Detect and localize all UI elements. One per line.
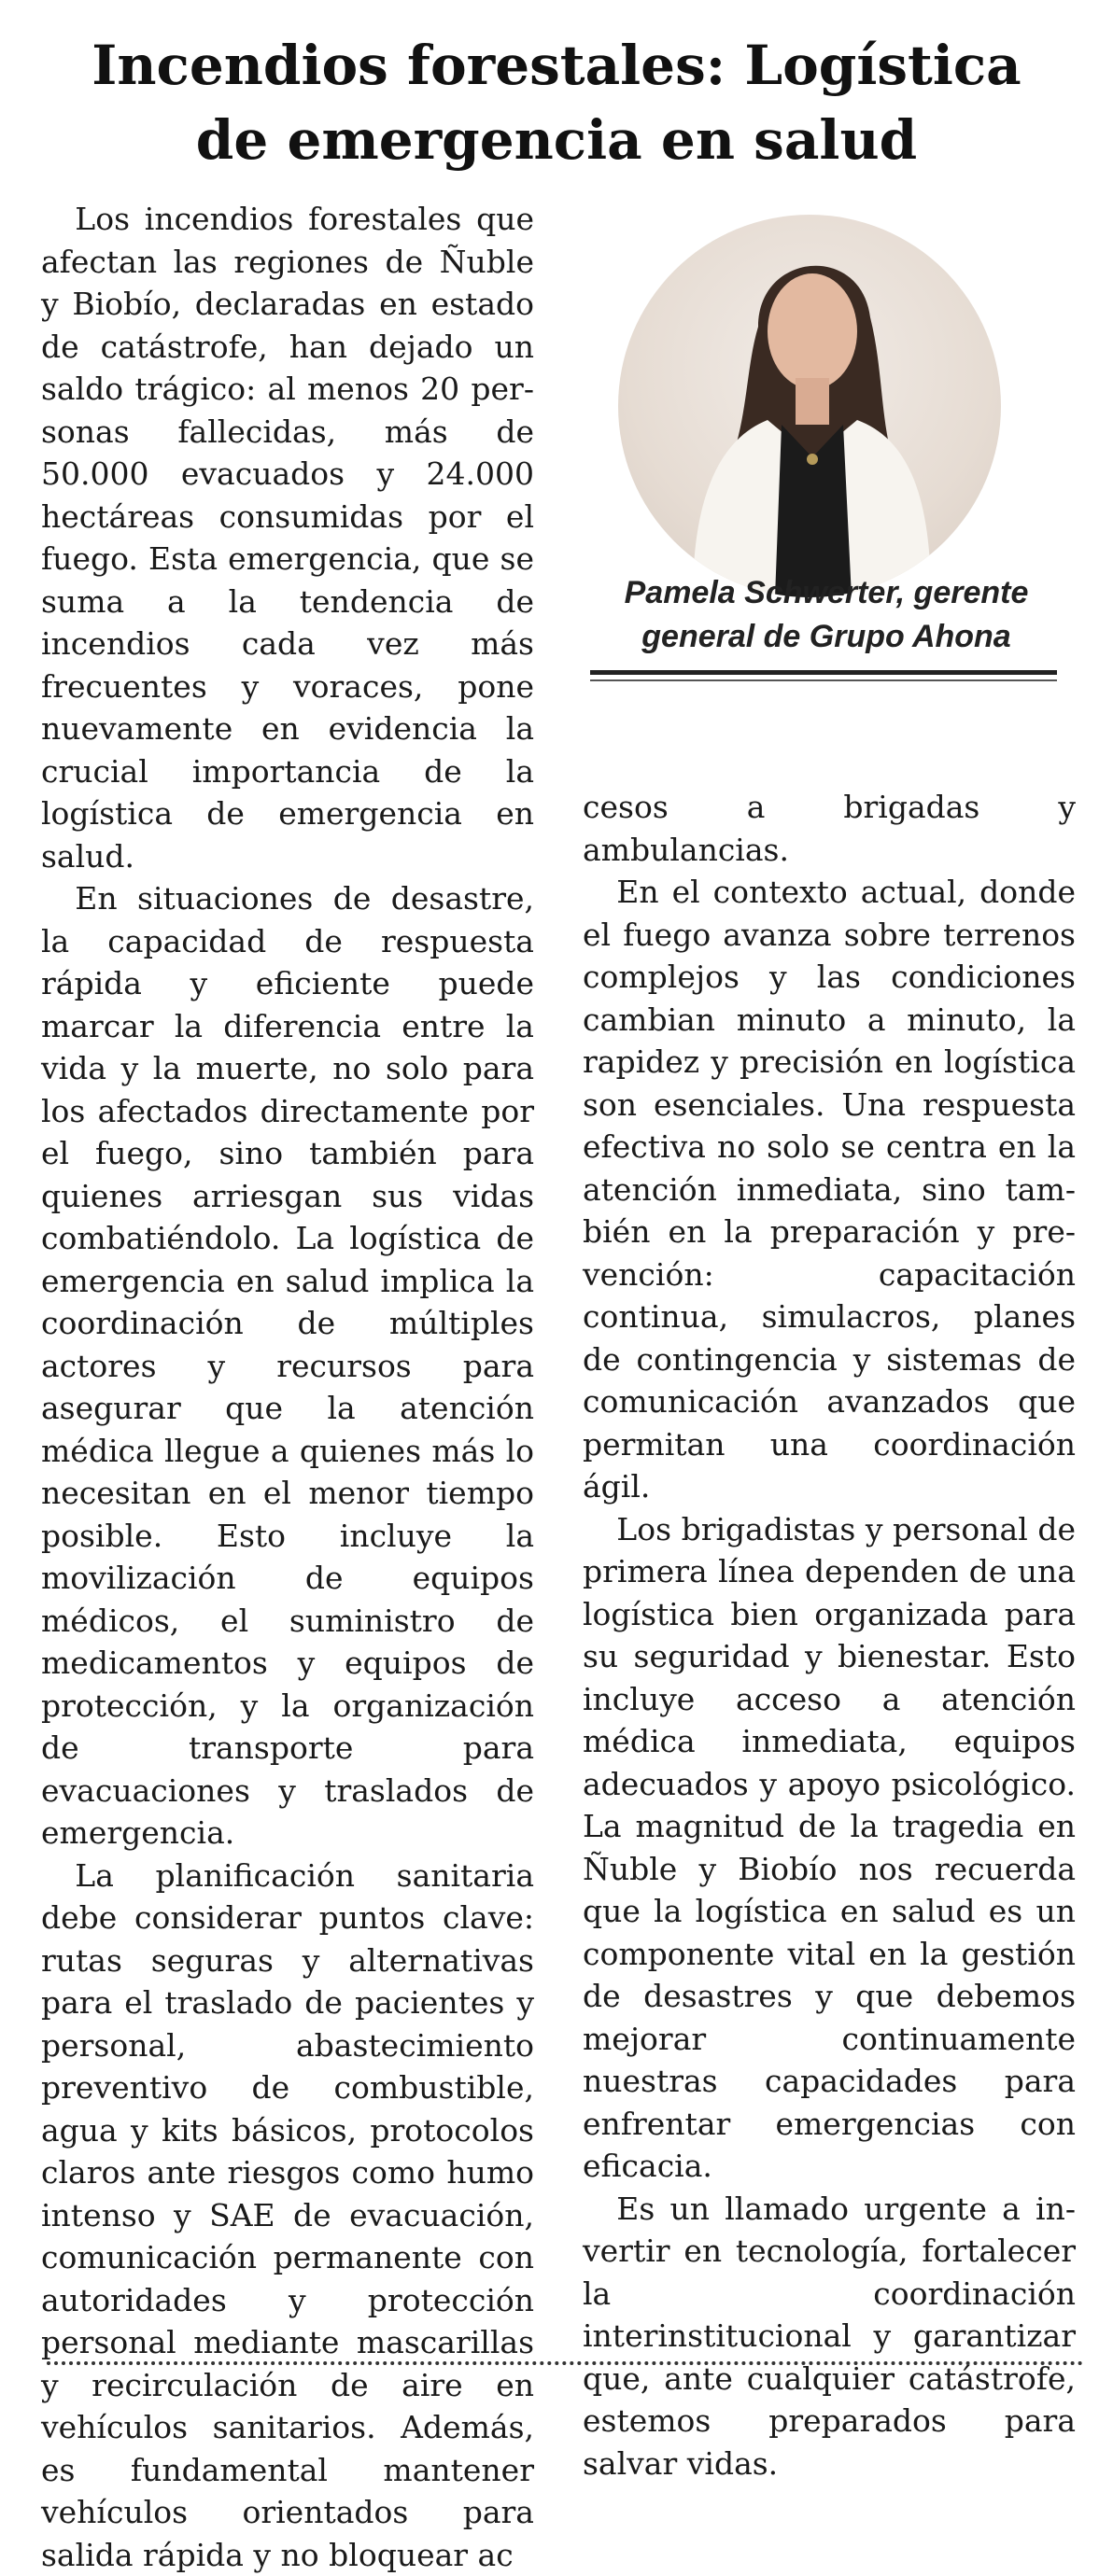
article-title — [0, 28, 1113, 177]
footer-dotted-rule — [47, 2361, 1083, 2365]
caption-rule-thick — [590, 670, 1057, 675]
paragraph-1: Los incendios forestales que afectan las regiones de Ñuble y Biobío, declaradas en estado de catástrofe, han dejado un saldo trágico: al menos 20 personas fallecidas, más de 50.000 evacuados y 24.000 hectáreas consumidas por el fuego. Esta emergencia, que se suma a la tendencia de incendios cada vez más frecuentes y voraces, pone nuevamente en evidencia la crucial importancia de la logística de emergencia en salud. — [41, 198, 534, 877]
right-column — [583, 786, 1076, 2485]
paragraph-6: Es un llamado urgente a invertir en tecnología, fortalecer la coordinación interinstitucional y garantizar que, ante cualquier catástrofe, estemos preparados para salvar vidas. — [583, 2188, 1076, 2485]
paragraph-3-continued: cesos a brigadas y ambulancias. — [583, 786, 1076, 871]
portrait-illustration — [618, 215, 1001, 597]
portrait-necklace — [807, 454, 818, 465]
caption-rule-thin — [590, 679, 1057, 681]
photo-caption — [579, 571, 1074, 659]
title-line-1: Incendios forestales: Logística — [92, 34, 1021, 97]
paragraph-5: Los brigadistas y personal de primera línea dependen de una logística bien organizada para su seguridad y bienestar. Esto incluye acceso a atención médica inmediata, equipos adecuados y apoyo psicológico. La magnitud de la tragedia en Ñuble y Biobío nos recuerda que la logística en salud es un componente vital en la gestión de desastres y que debemos mejorar continuamente nuestras capacidades para enfrentar emergencias con eficacia. — [583, 1508, 1076, 2188]
caption-line-2: general de Grupo Ahona — [641, 619, 1010, 654]
paragraph-3: La planificación sanitaria debe considerar puntos clave: rutas seguras y alternativas para el traslado de pacientes y personal, abastecimiento preventivo de combustible, agua y kits básicos, protocolos claros ante riesgos como humo intenso y SAE de evacuación, comunicación permanente con autoridades y protección personal mediante mascarillas y recirculación de aire en vehículos sanitarios. Además, es fundamental mantener vehículos orientados para salida rápida y no bloquear ac — [41, 1855, 534, 2576]
author-portrait — [618, 215, 1001, 597]
paragraph-4: En el contexto actual, donde el fuego avanza sobre terrenos complejos y las condiciones cambian minuto a minuto, la rapidez y precisión en logística son esenciales. Una respuesta efectiva no solo se centra en la atención inmediata, sino también en la preparación y prevención: capacitación continua, simulacros, planes de contingencia y sistemas de comunicación avanzados que permitan una coordinación ágil. — [583, 871, 1076, 1508]
author-photo-box — [579, 207, 1074, 693]
portrait-face — [768, 273, 857, 389]
left-column — [41, 198, 534, 2576]
caption-line-1: Pamela Schwerter, gerente — [625, 575, 1029, 610]
paragraph-2: En situaciones de desastre, la capacidad de respuesta rápida y eficiente puede marcar la diferencia entre la vida y la muerte, no solo para los afectados directamente por el fuego, sino también para quienes arriesgan sus vidas combatiéndolo. La logística de emergencia en salud implica la coordinación de múltiples actores y recursos para asegurar que la atención médica llegue a quienes más lo necesitan en el menor tiempo posible. Esto incluye la movilización de equipos médicos, el suministro de medicamentos y equipos de protección, y la organización de transporte para evacuaciones y traslados de emergencia. — [41, 877, 534, 1855]
title-line-2: de emergencia en salud — [196, 108, 917, 172]
portrait-neck — [796, 378, 829, 425]
